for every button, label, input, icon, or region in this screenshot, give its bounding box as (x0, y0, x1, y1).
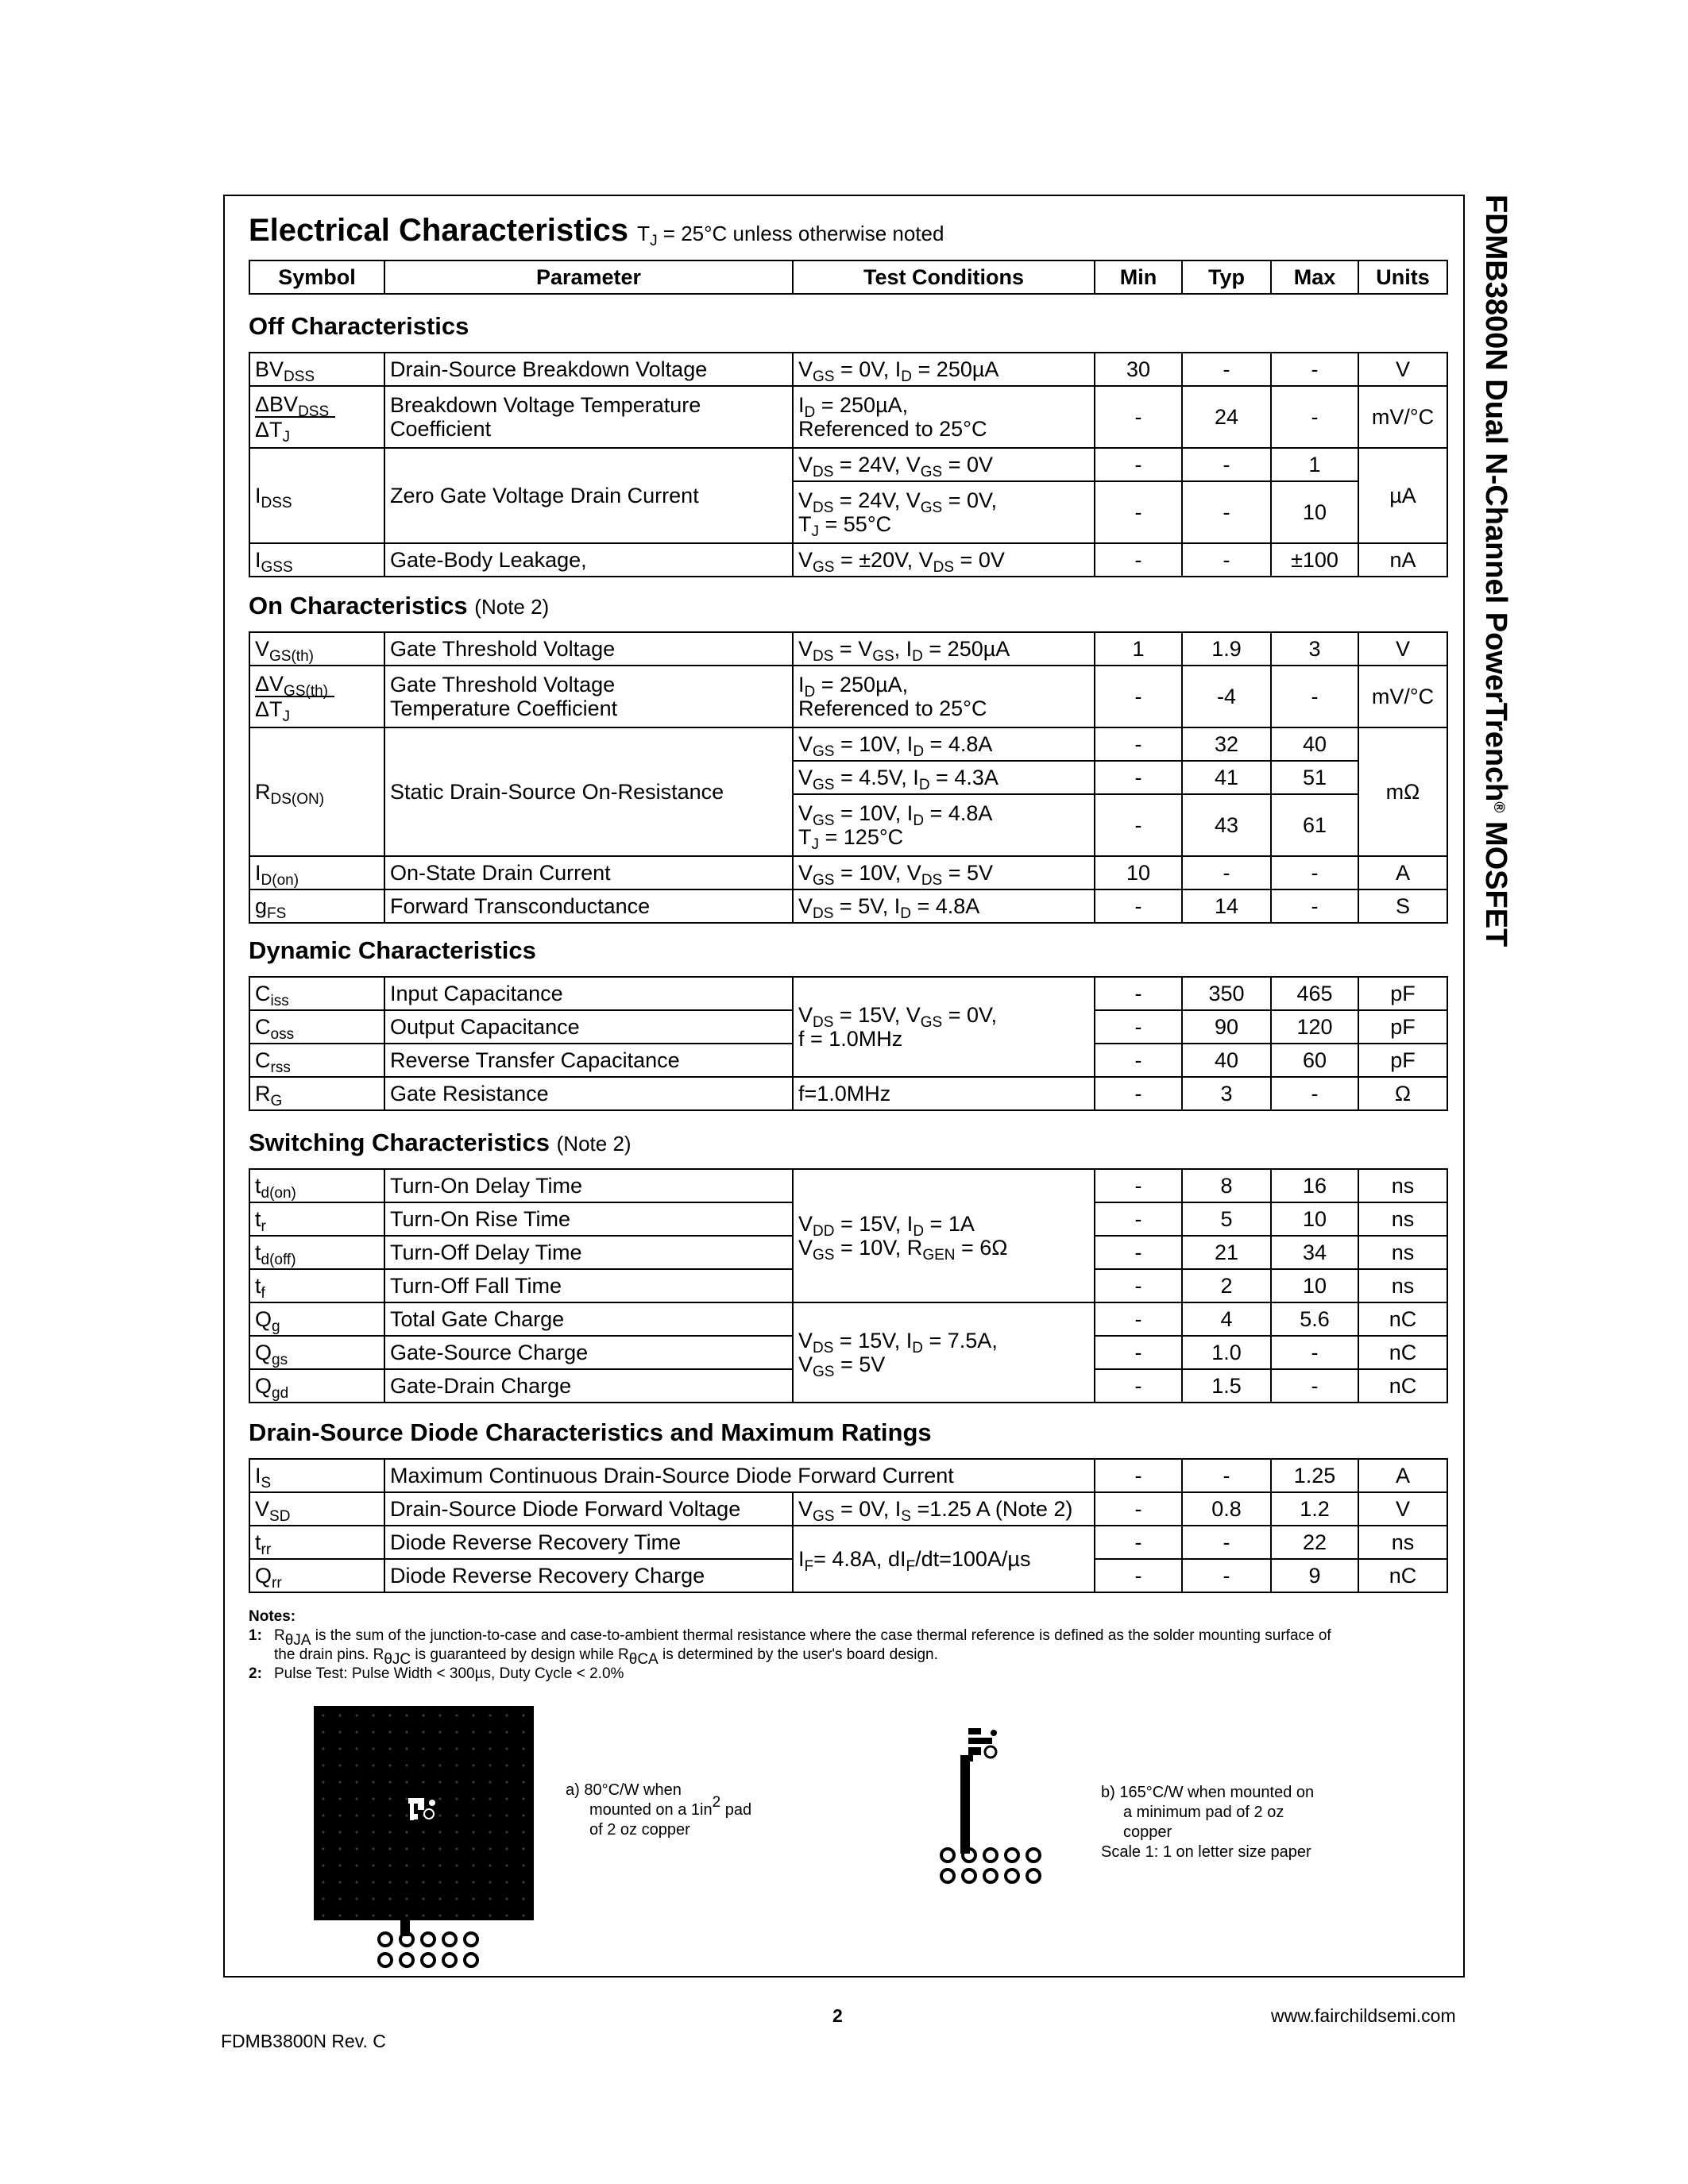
table-row: $R_{DS(ON)}$ Static Drain-Source On-Resistance $V_{GS} = 10V$, $I_D = 4.8A$ - 32 40 mΩ (249, 727, 1447, 761)
grid-dot (355, 1814, 357, 1816)
grid-dot (438, 1881, 441, 1883)
grid-dot (438, 1714, 441, 1716)
grid-dot (422, 1881, 424, 1883)
table-row: $V_{GS(th)}$ Gate Threshold Voltage $V_{DS} = V_{GS}$, $I_D = 250\mu A$ 1 1.9 3 V (249, 632, 1447, 666)
grid-dot (438, 1914, 441, 1916)
grid-dot (388, 1731, 391, 1733)
grid-dot (338, 1881, 341, 1883)
grid-dot (438, 1764, 441, 1766)
grid-dot (489, 1781, 491, 1783)
grid-dot (388, 1764, 391, 1766)
grid-dot (505, 1847, 508, 1850)
grid-dot (472, 1781, 474, 1783)
side-title: FDMB3800N Dual N-Channel PowerTrench® MOSFET (1479, 195, 1512, 947)
grid-dot (355, 1847, 357, 1850)
grid-dot (355, 1831, 357, 1833)
grid-dot (522, 1747, 524, 1750)
grid-dot (338, 1814, 341, 1816)
dynamic-table (249, 976, 1448, 1111)
grid-dot (522, 1781, 524, 1783)
table-row: $t_r$ Turn-On Rise Time - 5 10 ns (249, 1202, 1447, 1236)
grid-dot (322, 1764, 324, 1766)
grid-dot (438, 1897, 441, 1900)
grid-dot (489, 1747, 491, 1750)
grid-dot (438, 1814, 441, 1816)
grid-dot (338, 1897, 341, 1900)
section-title-switching: Switching Characteristics (Note 2) (249, 1129, 632, 1156)
grid-dot (388, 1864, 391, 1866)
grid-dot (355, 1897, 357, 1900)
footer-revision: FDMB3800N Rev. C (221, 2031, 386, 2051)
grid-dot (505, 1764, 508, 1766)
page-number: 2 (832, 2005, 843, 2026)
grid-dot (438, 1781, 441, 1783)
grid-dot (455, 1714, 458, 1716)
grid-dot (388, 1831, 391, 1833)
table-row: $Q_{rr}$ Diode Reverse Recovery Charge - - 9 nC (249, 1559, 1447, 1592)
table-row: $C_{oss}$ Output Capacitance - 90 120 pF (249, 1010, 1447, 1044)
grid-dot (322, 1881, 324, 1883)
pin-pad (963, 1870, 975, 1882)
table-row: $t_{d(on)}$ Turn-On Delay Time $V_{DD} = 15V$, $I_D = 1A$ $V_{GS} = 10V$, $R_{GEN} = 6\Omega$ - 8 16 ns (249, 1169, 1447, 1202)
grid-dot (489, 1914, 491, 1916)
grid-dot (338, 1831, 341, 1833)
grid-dot (522, 1864, 524, 1866)
grid-dot (405, 1781, 408, 1783)
grid-dot (522, 1897, 524, 1900)
grid-dot (505, 1747, 508, 1750)
grid-dot (472, 1814, 474, 1816)
grid-dot (505, 1731, 508, 1733)
grid-dot (372, 1747, 374, 1750)
grid-dot (355, 1797, 357, 1800)
table-row: $Q_g$ Total Gate Charge $V_{DS} = 15V$, $I_D = 7.5A$, $V_{GS} = 5V$ - 4 5.6 nC (249, 1302, 1447, 1336)
grid-dot (472, 1914, 474, 1916)
off-table (249, 352, 1448, 577)
table-row: $V_{SD}$ Drain-Source Diode Forward Voltage $V_{GS} = 0V$, $I_S =1.25$ A (Note 2) - 0.8 1.2 V (249, 1492, 1447, 1526)
grid-dot (322, 1797, 324, 1800)
grid-dot (405, 1831, 408, 1833)
grid-dot (405, 1731, 408, 1733)
table-row: $\frac{\Delta BV_{DSS}}{\Delta T_J}$ Breakdown Voltage Temperature Coefficient $I_D = 250\mu A$, Referenced to 25°C - 24 - mV/°C (249, 386, 1447, 448)
grid-dot (489, 1714, 491, 1716)
section-title-on: On Characteristics (Note 2) (249, 592, 550, 619)
grid-dot (472, 1864, 474, 1866)
grid-dot (422, 1864, 424, 1866)
pin-pad (422, 1933, 435, 1946)
pin-pad (465, 1954, 477, 1966)
pad-layout-1in2-figure (314, 1706, 534, 1920)
grid-dot (388, 1714, 391, 1716)
pin-pad (400, 1933, 413, 1946)
table-row: $I_{D(on)}$ On-State Drain Current $V_{GS} = 10V$, $V_{DS} = 5V$ 10 - - A (249, 856, 1447, 889)
grid-dot (338, 1847, 341, 1850)
grid-dot (422, 1781, 424, 1783)
table-row: $C_{rss}$ Reverse Transfer Capacitance - 40 60 pF (249, 1044, 1447, 1077)
grid-dot (322, 1847, 324, 1850)
grid-dot (472, 1881, 474, 1883)
grid-dot (438, 1731, 441, 1733)
pin-pad (465, 1933, 477, 1946)
table-row: $I_{GSS}$ Gate-Body Leakage, $V_{GS} = \pm 20V$, $V_{DS} = 0V$ - - ±100 nA (249, 543, 1447, 577)
diode-table (249, 1458, 1448, 1593)
pin-pad (1006, 1849, 1018, 1862)
grid-dot (505, 1864, 508, 1866)
section-title-off: Off Characteristics (249, 312, 469, 340)
grid-dot (489, 1797, 491, 1800)
grid-dot (405, 1764, 408, 1766)
grid-dot (489, 1831, 491, 1833)
grid-dot (455, 1847, 458, 1850)
grid-dot (472, 1831, 474, 1833)
grid-dot (455, 1881, 458, 1883)
grid-dot (372, 1814, 374, 1816)
grid-dot (322, 1714, 324, 1716)
page-title: Electrical Characteristics $T_J = 25^\circ C$ unless otherwise noted (249, 213, 944, 249)
grid-dot (322, 1747, 324, 1750)
pin-pad (379, 1933, 392, 1946)
grid-dot (422, 1914, 424, 1916)
pin-pad (443, 1954, 456, 1966)
grid-dot (438, 1831, 441, 1833)
grid-dot (338, 1864, 341, 1866)
grid-dot (438, 1847, 441, 1850)
grid-dot (472, 1797, 474, 1800)
grid-dot (322, 1814, 324, 1816)
pin-pad (379, 1954, 392, 1966)
table-row: $t_{rr}$ Diode Reverse Recovery Time $I_F= 4.8A$, $dI_F/dt=100A/\mu s$ - - 22 ns (249, 1526, 1447, 1559)
grid-dot (322, 1781, 324, 1783)
caption-a: a) 80°C/W when mounted on a $1in^2$ pad of 2 oz copper (566, 1781, 752, 1839)
grid-dot (322, 1731, 324, 1733)
grid-dot (372, 1864, 374, 1866)
grid-dot (388, 1881, 391, 1883)
table-row: $I_{DSS}$ Zero Gate Voltage Drain Current $V_{DS} = 24V$, $V_{GS} = 0V$ - - 1 µA (249, 448, 1447, 481)
grid-dot (422, 1731, 424, 1733)
grid-dot (372, 1714, 374, 1716)
grid-dot (322, 1864, 324, 1866)
grid-dot (489, 1897, 491, 1900)
pin-pad (1027, 1870, 1040, 1882)
grid-dot (505, 1814, 508, 1816)
grid-dot (405, 1814, 408, 1816)
grid-dot (455, 1781, 458, 1783)
pin-pad (984, 1849, 997, 1862)
grid-dot (489, 1731, 491, 1733)
pin-pad (941, 1870, 954, 1882)
grid-dot (388, 1797, 391, 1800)
grid-dot (472, 1731, 474, 1733)
grid-dot (372, 1797, 374, 1800)
grid-dot (388, 1814, 391, 1816)
grid-dot (505, 1914, 508, 1916)
grid-dot (472, 1847, 474, 1850)
table-row: $Q_{gd}$ Gate-Drain Charge - 1.5 - nC (249, 1369, 1447, 1403)
pin-pad (984, 1870, 997, 1882)
grid-dot (388, 1747, 391, 1750)
grid-dot (372, 1781, 374, 1783)
grid-dot (472, 1747, 474, 1750)
grid-dot (489, 1847, 491, 1850)
grid-dot (355, 1864, 357, 1866)
grid-dot (372, 1831, 374, 1833)
header-parameter: Parameter (384, 260, 793, 294)
table-row: $I_S$ Maximum Continuous Drain-Source Diode Forward Current - - 1.25 A (249, 1459, 1447, 1492)
grid-dot (322, 1831, 324, 1833)
grid-dot (405, 1881, 408, 1883)
grid-dot (355, 1781, 357, 1783)
grid-dot (355, 1714, 357, 1716)
grid-dot (372, 1731, 374, 1733)
grid-dot (438, 1864, 441, 1866)
grid-dot (338, 1714, 341, 1716)
grid-dot (422, 1714, 424, 1716)
section-title-dynamic: Dynamic Characteristics (249, 936, 536, 964)
table-row: $V_{GS} = 10V$, $I_D = 4.8A$ $T_J = 125^\circ C$ - 43 61 (249, 794, 1447, 856)
grid-dot (422, 1747, 424, 1750)
table-row: $V_{GS} = 4.5V$, $I_D = 4.3A$ - 41 51 (249, 761, 1447, 794)
grid-dot (338, 1731, 341, 1733)
grid-dot (355, 1747, 357, 1750)
grid-dot (522, 1714, 524, 1716)
table-row: $C_{iss}$ Input Capacitance $V_{DS} = 15V$, $V_{GS} = 0V$, f = 1.0MHz - 350 465 pF (249, 977, 1447, 1010)
switching-table (249, 1168, 1448, 1403)
table-row: $t_f$ Turn-Off Fall Time - 2 10 ns (249, 1269, 1447, 1302)
grid-dot (472, 1714, 474, 1716)
pin-pad (400, 1954, 413, 1966)
table-row: $\frac{\Delta V_{GS(th)}}{\Delta T_J}$ Gate Threshold Voltage Temperature Coefficient $I_D = 250\mu A$, Referenced to 25°C - -4 - mV/°C (249, 666, 1447, 727)
grid-dot (355, 1764, 357, 1766)
grid-dot (372, 1914, 374, 1916)
pin-pad (422, 1954, 435, 1966)
pad-layout-minimum-figure (925, 1728, 1053, 1897)
grid-dot (422, 1897, 424, 1900)
grid-dot (489, 1814, 491, 1816)
grid-dot (422, 1764, 424, 1766)
grid-dot (338, 1764, 341, 1766)
grid-dot (522, 1731, 524, 1733)
grid-dot (505, 1714, 508, 1716)
table-row: $Q_{gs}$ Gate-Source Charge - 1.0 - nC (249, 1336, 1447, 1369)
grid-dot (455, 1864, 458, 1866)
grid-dot (455, 1797, 458, 1800)
grid-dot (455, 1831, 458, 1833)
grid-dot (522, 1831, 524, 1833)
grid-dot (522, 1914, 524, 1916)
pad-a-pin-array (376, 1928, 487, 1973)
grid-dot (522, 1881, 524, 1883)
grid-dot (338, 1747, 341, 1750)
grid-dot (405, 1714, 408, 1716)
header-symbol: Symbol (249, 260, 384, 294)
grid-dot (388, 1914, 391, 1916)
caption-b: b) 165°C/W when mounted on a minimum pad of 2 oz copper Scale 1: 1 on letter size paper (1101, 1784, 1315, 1861)
pin-pad (941, 1849, 954, 1862)
grid-dot (388, 1781, 391, 1783)
header-units: Units (1358, 260, 1447, 294)
on-table (249, 631, 1448, 924)
grid-dot (355, 1914, 357, 1916)
grid-dot (505, 1831, 508, 1833)
grid-dot (455, 1731, 458, 1733)
grid-dot (455, 1814, 458, 1816)
grid-dot (522, 1814, 524, 1816)
pin-pad (1006, 1870, 1018, 1882)
grid-dot (422, 1831, 424, 1833)
grid-dot (455, 1764, 458, 1766)
grid-dot (455, 1897, 458, 1900)
section-title-diode: Drain-Source Diode Characteristics and Maximum Ratings (249, 1418, 932, 1446)
table-row: $V_{DS} = 24V$, $V_{GS} = 0V$, $T_J = 55^\circ C$ - - 10 (249, 481, 1447, 543)
grid-dot (372, 1847, 374, 1850)
grid-dot (472, 1764, 474, 1766)
grid-dot (338, 1781, 341, 1783)
grid-dot (505, 1797, 508, 1800)
grid-dot (455, 1747, 458, 1750)
header-table (249, 260, 1448, 295)
grid-dot (355, 1731, 357, 1733)
grid-dot (322, 1897, 324, 1900)
table-row: $t_{d(off)}$ Turn-Off Delay Time - 21 34 ns (249, 1236, 1447, 1269)
grid-dot (405, 1747, 408, 1750)
grid-dot (522, 1764, 524, 1766)
grid-dot (505, 1781, 508, 1783)
grid-dot (438, 1797, 441, 1800)
grid-dot (355, 1881, 357, 1883)
header-test-conditions: Test Conditions (793, 260, 1095, 294)
grid-dot (522, 1847, 524, 1850)
grid-dot (438, 1747, 441, 1750)
grid-dot (489, 1764, 491, 1766)
table-row: $BV_{DSS}$ Drain-Source Breakdown Voltage $V_{GS} = 0V$, $I_D = 250\mu A$ 30 - - V (249, 353, 1447, 386)
grid-dot (489, 1864, 491, 1866)
header-min: Min (1095, 260, 1182, 294)
grid-dot (505, 1881, 508, 1883)
grid-dot (388, 1897, 391, 1900)
grid-dot (338, 1914, 341, 1916)
grid-dot (405, 1914, 408, 1916)
grid-dot (405, 1864, 408, 1866)
pin-pad (443, 1933, 456, 1946)
grid-dot (372, 1764, 374, 1766)
table-row: $R_G$ Gate Resistance f=1.0MHz - 3 - Ω (249, 1077, 1447, 1110)
grid-dot (405, 1897, 408, 1900)
notes: Notes: 1: $R_{\theta JA}$ is the sum of the junction-to-case and case-to-ambient thermal resistance where the case thermal reference is defined as the solder mounting surface of the drain pins. $R_{\theta JC}$ is guaranteed by design while $R_{\theta CA}$ is determined by the user's board design. 2: Pulse Test: Pulse Width < 300µs, Duty Cycle < 2.0% (249, 1608, 1331, 1682)
grid-dot (455, 1914, 458, 1916)
grid-dot (472, 1897, 474, 1900)
grid-dot (322, 1914, 324, 1916)
grid-dot (405, 1847, 408, 1850)
grid-dot (522, 1797, 524, 1800)
pin-pad (1027, 1849, 1040, 1862)
grid-dot (388, 1847, 391, 1850)
grid-dot (405, 1797, 408, 1800)
grid-dot (422, 1847, 424, 1850)
grid-dot (372, 1897, 374, 1900)
grid-dot (489, 1881, 491, 1883)
table-row: $g_{FS}$ Forward Transconductance $V_{DS} = 5V$, $I_D = 4.8A$ - 14 - S (249, 889, 1447, 923)
footer-url[interactable]: www.fairchildsemi.com (1271, 2005, 1456, 2026)
grid-dot (338, 1797, 341, 1800)
header-max: Max (1271, 260, 1358, 294)
header-typ: Typ (1182, 260, 1271, 294)
grid-dot (505, 1897, 508, 1900)
grid-dot (372, 1881, 374, 1883)
